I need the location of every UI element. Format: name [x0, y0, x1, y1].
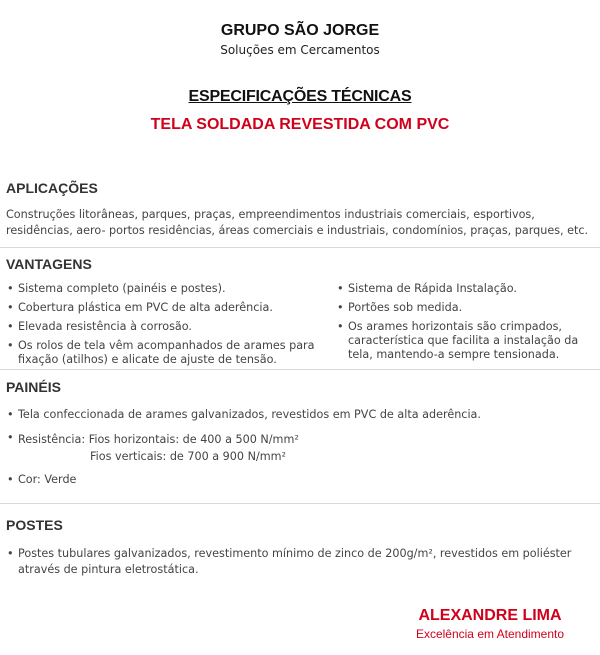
paineis-heading: PAINÉIS — [6, 379, 61, 395]
vantagens-right-column — [336, 282, 594, 367]
resistencia-vertical: Fios verticais: de 700 a 900 N/mm² — [90, 450, 287, 463]
list-item: • Sistema de Rápida Instalação. — [336, 282, 594, 296]
section-divider — [0, 503, 600, 504]
signature-name: ALEXANDRE LIMA — [418, 607, 562, 624]
list-item: • Cor: Verde — [6, 473, 594, 487]
list-item: • Tela confeccionada de arames galvanizados, revestidos em PVC de alta aderência. — [6, 408, 594, 422]
list-item: • Postes tubulares galvanizados, revestimento mínimo de zinco de 200g/m², revestidos em poliéster através de pintura eletrostática. — [6, 546, 594, 578]
resistencia-item — [6, 431, 594, 465]
vantagens-heading: VANTAGENS — [6, 256, 92, 272]
list-item: • Sistema completo (painéis e postes). — [6, 282, 318, 296]
section-divider — [0, 369, 600, 370]
vantagens-left-list — [6, 282, 318, 367]
postes-heading: POSTES — [6, 517, 63, 533]
company-tagline: Soluções em Cercamentos — [220, 43, 380, 57]
resistencia-label: Resistência: — [18, 433, 86, 446]
product-title: TELA SOLDADA REVESTIDA COM PVC — [150, 116, 450, 133]
postes-list — [6, 546, 594, 578]
paineis-list — [6, 408, 594, 487]
paineis-content — [6, 408, 594, 492]
company-name: GRUPO SÃO JORGE — [220, 22, 380, 39]
postes-content — [6, 546, 594, 583]
vantagens-left-column — [6, 282, 318, 366]
resistencia-line-1 — [18, 431, 594, 448]
aplicacoes-text: Construções litorâneas, parques, praças, empreendimentos industriais comerciais, esportivos, residências, aero- portos residências, áreas comerciais e industriais, condomínios, praças, parques, etc. — [6, 208, 589, 237]
document-header — [0, 22, 600, 57]
list-item: • Os rolos de tela vêm acompanhados de arames para fixação (atilhos) e alicate de ajuste de tensão. — [6, 339, 318, 367]
vantagens-right-list — [336, 282, 594, 362]
section-divider — [0, 247, 600, 248]
list-item: • Portões sob medida. — [336, 301, 594, 315]
resistencia-line-2 — [18, 448, 594, 465]
signature-subtitle: Excelência em Atendimento — [415, 627, 565, 641]
list-item: • Cobertura plástica em PVC de alta aderência. — [6, 301, 318, 315]
list-item: • Os arames horizontais são crimpados, característica que facilita a instalação da tela, mantendo-a sempre tensionada. — [336, 320, 594, 362]
resistencia-horizontal: Fios horizontais: de 400 a 500 N/mm² — [88, 433, 299, 446]
aplicacoes-heading: APLICAÇÕES — [6, 180, 98, 196]
list-item: • Elevada resistência à corrosão. — [6, 320, 318, 334]
spec-title: ESPECIFICAÇÕES TÉCNICAS — [188, 88, 412, 105]
